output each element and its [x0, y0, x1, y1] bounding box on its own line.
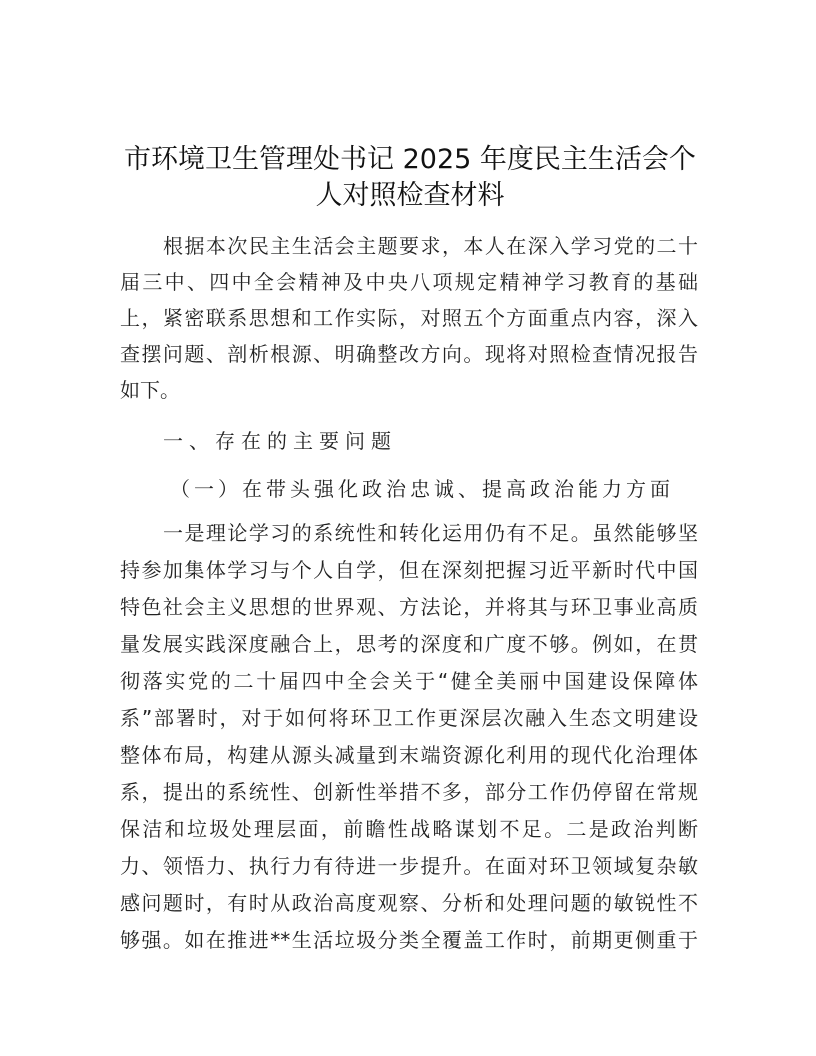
body-line: 保洁和垃圾处理层面，前瞻性战略谋划不足。二是政治判断: [120, 817, 698, 841]
body-line: 整体布局，构建从源头减量到末端资源化利用的现代化治理体: [120, 743, 698, 767]
intro-line: 查摆问题、剖析根源、明确整改方向。现将对照检查情况报告: [120, 342, 698, 366]
body-line: 彻落实党的二十届四中全会关于“健全美丽中国建设保障体: [120, 669, 698, 693]
intro-line: 届三中、四中全会精神及中央八项规定精神学习教育的基础: [120, 270, 698, 294]
body-line: 感问题时，有时从政治高度观察、分析和处理问题的敏锐性不: [120, 891, 698, 915]
body-line: 系”部署时，对于如何将环卫工作更深层次融入生态文明建设: [120, 706, 698, 730]
intro-line: 根据本次民主生活会主题要求，本人在深入学习党的二十: [163, 234, 698, 258]
body-line: 够强。如在推进**生活垃圾分类全覆盖工作时，前期更侧重于: [120, 928, 698, 952]
body-line: 持参加集体学习与个人自学，但在深刻把握习近平新时代中国: [120, 558, 698, 582]
body-line: 力、领悟力、执行力有待进一步提升。在面对环卫领域复杂敏: [120, 854, 698, 878]
intro-line: 如下。: [120, 378, 180, 402]
body-line: 系，提出的系统性、创新性举措不多，部分工作仍停留在常规: [120, 780, 698, 804]
title-line: 人对照检查材料: [315, 180, 505, 211]
section-heading: 一、存在的主要问题: [163, 429, 397, 453]
document-title: [100, 142, 720, 214]
body-line: 量发展实践深度融合上，思考的深度和广度不够。例如，在贯: [120, 632, 698, 656]
title-line: 市环境卫生管理处书记 2025 年度民主生活会个: [124, 144, 696, 175]
subsection-heading: （一）在带头强化政治忠诚、提高政治能力方面: [170, 477, 674, 501]
body-line: 特色社会主义思想的世界观、方法论，并将其与环卫事业高质: [120, 595, 698, 619]
intro-line: 上，紧密联系思想和工作实际，对照五个方面重点内容，深入: [120, 306, 698, 330]
body-line: 一是理论学习的系统性和转化运用仍有不足。虽然能够坚: [163, 521, 698, 545]
